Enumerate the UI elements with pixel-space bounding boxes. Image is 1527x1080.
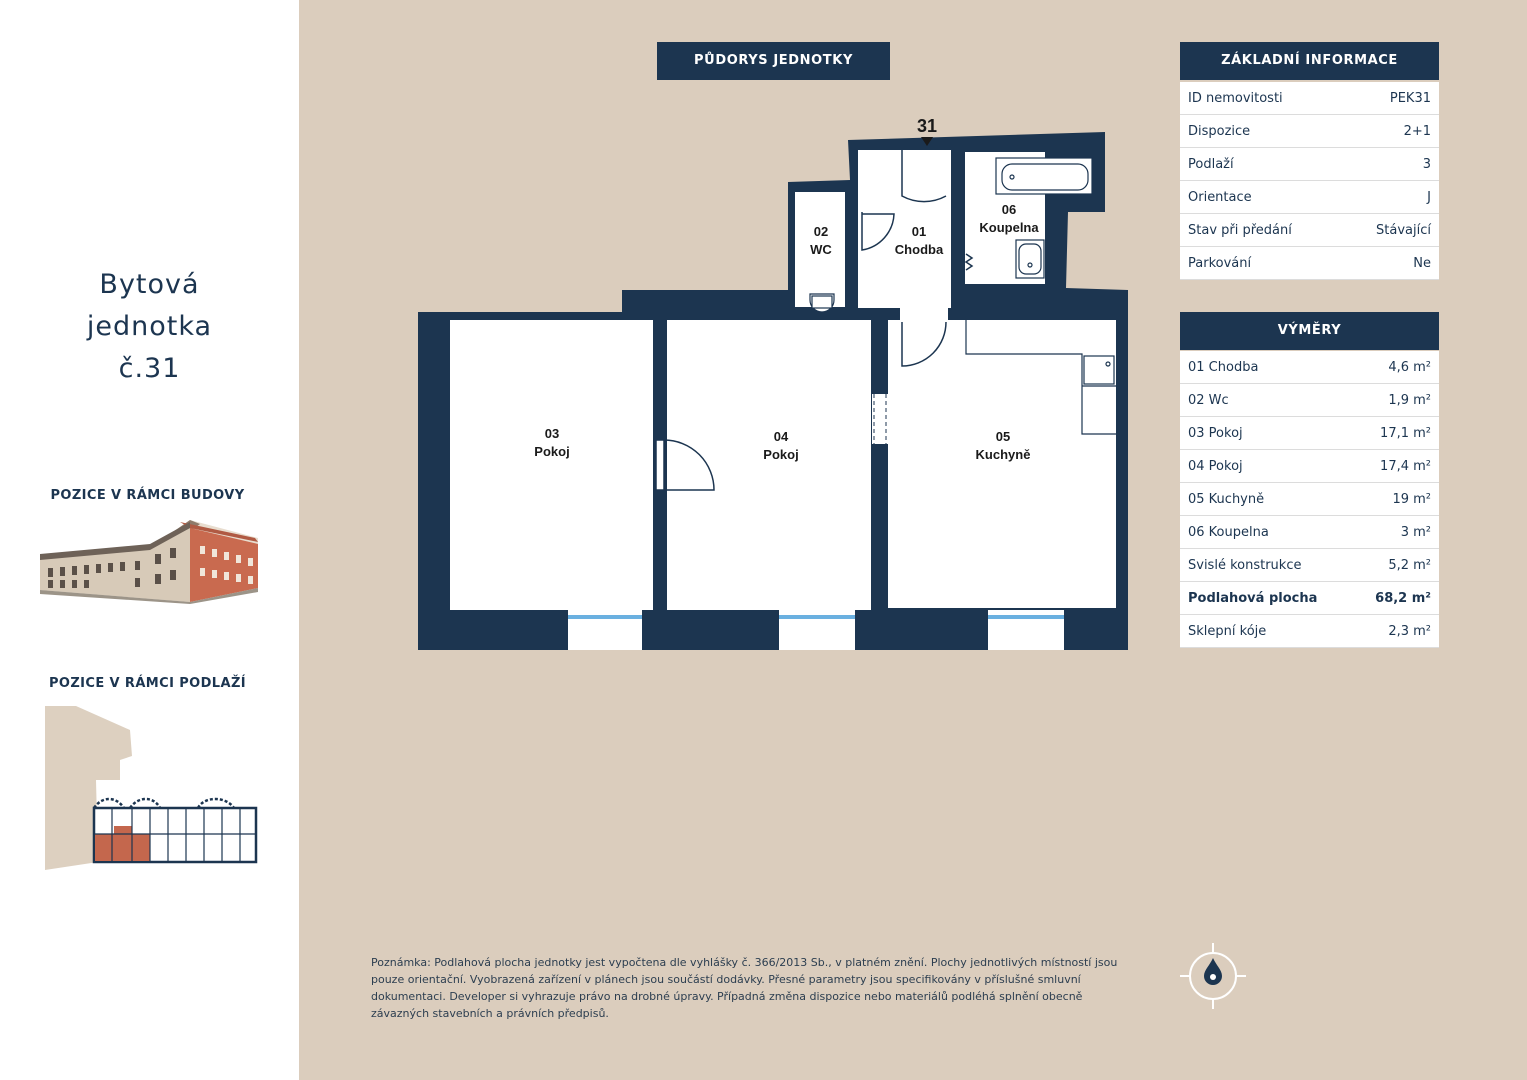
row-label: Parkování — [1188, 255, 1252, 271]
room-02-number: 02 — [813, 224, 829, 239]
row-value: 17,1 m² — [1380, 425, 1431, 441]
unit-title-line-3: č.31 — [118, 353, 181, 384]
row-value: 3 m² — [1400, 524, 1431, 540]
row-value: 19 m² — [1392, 491, 1431, 507]
room-03-number: 03 — [544, 426, 560, 441]
total-area-row — [1180, 582, 1439, 615]
disclaimer-note: Poznámka: Podlahová plocha jednotky jest vypočtena dle vyhlášky č. 366/2013 Sb., v platném znění. Plochy jednotlivých místností jsou pouze orientační. Vyobrazená zařízení v plánech jsou součástí dodávky. Přesné parametry jsou specifikovány v příslušné smluvní dokumentaci. Developer si vyhrazuje právo na drobné úpravy. Případná změna dispozice nebo materiálů podléhá splnění obecně závazných stavebních a právních předpisů. — [371, 956, 1118, 1020]
row-value: 1,9 m² — [1388, 392, 1431, 408]
row-label: 04 Pokoj — [1188, 458, 1243, 474]
row-value: 2,3 m² — [1388, 623, 1431, 639]
row-value: 5,2 m² — [1388, 557, 1431, 573]
table-row — [1180, 214, 1439, 247]
row-value: 3 — [1422, 156, 1431, 172]
row-value: 68,2 m² — [1375, 590, 1431, 606]
room-05-name: Kuchyně — [975, 447, 1031, 462]
room-02-name: WC — [810, 242, 832, 257]
table-row — [1180, 351, 1439, 384]
table-row — [1180, 615, 1439, 648]
row-value: 17,4 m² — [1380, 458, 1431, 474]
table-row — [1180, 516, 1439, 549]
row-label: 05 Kuchyně — [1188, 491, 1265, 507]
row-label: 06 Koupelna — [1188, 524, 1269, 540]
room-05-number: 05 — [995, 429, 1011, 444]
table-row — [1180, 82, 1439, 115]
row-label: Orientace — [1188, 189, 1252, 205]
table-row — [1180, 549, 1439, 582]
table-row — [1180, 417, 1439, 450]
table-row — [1180, 450, 1439, 483]
floor-plan — [410, 110, 1140, 660]
table-row — [1180, 483, 1439, 516]
row-label: Svislé konstrukce — [1188, 557, 1302, 573]
entrance-number: 31 — [916, 116, 938, 136]
table-row — [1180, 181, 1439, 214]
building-image — [40, 518, 258, 604]
row-value: J — [1427, 189, 1431, 205]
compass-icon — [1178, 941, 1248, 1011]
room-03-name: Pokoj — [534, 444, 570, 459]
table-row — [1180, 148, 1439, 181]
floor-position-heading: POZICE V RÁMCI PODLAŽÍ — [48, 676, 247, 691]
row-label: Podlahová plocha — [1188, 590, 1318, 606]
row-value: 2+1 — [1403, 123, 1431, 139]
floor-plan-heading: PŮDORYS JEDNOTKY — [657, 42, 890, 80]
unit-title-line-1: Bytová — [99, 269, 200, 300]
areas-heading: VÝMĚRY — [1180, 312, 1439, 350]
unit-title-line-2: jednotka — [86, 311, 213, 342]
row-label: 01 Chodba — [1188, 359, 1259, 375]
row-value: Ne — [1413, 255, 1431, 271]
row-label: Podlaží — [1188, 156, 1234, 172]
room-01-name: Chodba — [894, 242, 944, 257]
row-label: ID nemovitosti — [1188, 90, 1283, 106]
areas-table — [1180, 351, 1439, 648]
row-label: 02 Wc — [1188, 392, 1229, 408]
row-label: Stav při předání — [1188, 222, 1292, 238]
room-01-number: 01 — [911, 224, 927, 239]
floor-key-plan — [42, 704, 260, 874]
basic-info-table — [1180, 82, 1439, 280]
room-06-number: 06 — [1001, 202, 1017, 217]
row-label: Dispozice — [1188, 123, 1251, 139]
room-04-name: Pokoj — [763, 447, 799, 462]
table-row — [1180, 115, 1439, 148]
sidebar — [0, 0, 299, 1080]
row-value: Stávající — [1376, 222, 1431, 238]
row-value: 4,6 m² — [1388, 359, 1431, 375]
table-row — [1180, 384, 1439, 417]
room-04-number: 04 — [773, 429, 789, 444]
row-label: Sklepní kóje — [1188, 623, 1267, 639]
room-06-name: Koupelna — [979, 220, 1039, 235]
building-position-heading: POZICE V RÁMCI BUDOVY — [50, 488, 245, 503]
row-value: PEK31 — [1389, 90, 1431, 106]
basic-info-heading: ZÁKLADNÍ INFORMACE — [1180, 42, 1439, 80]
table-row — [1180, 247, 1439, 280]
row-label: 03 Pokoj — [1188, 425, 1243, 441]
unit-title — [0, 264, 299, 390]
